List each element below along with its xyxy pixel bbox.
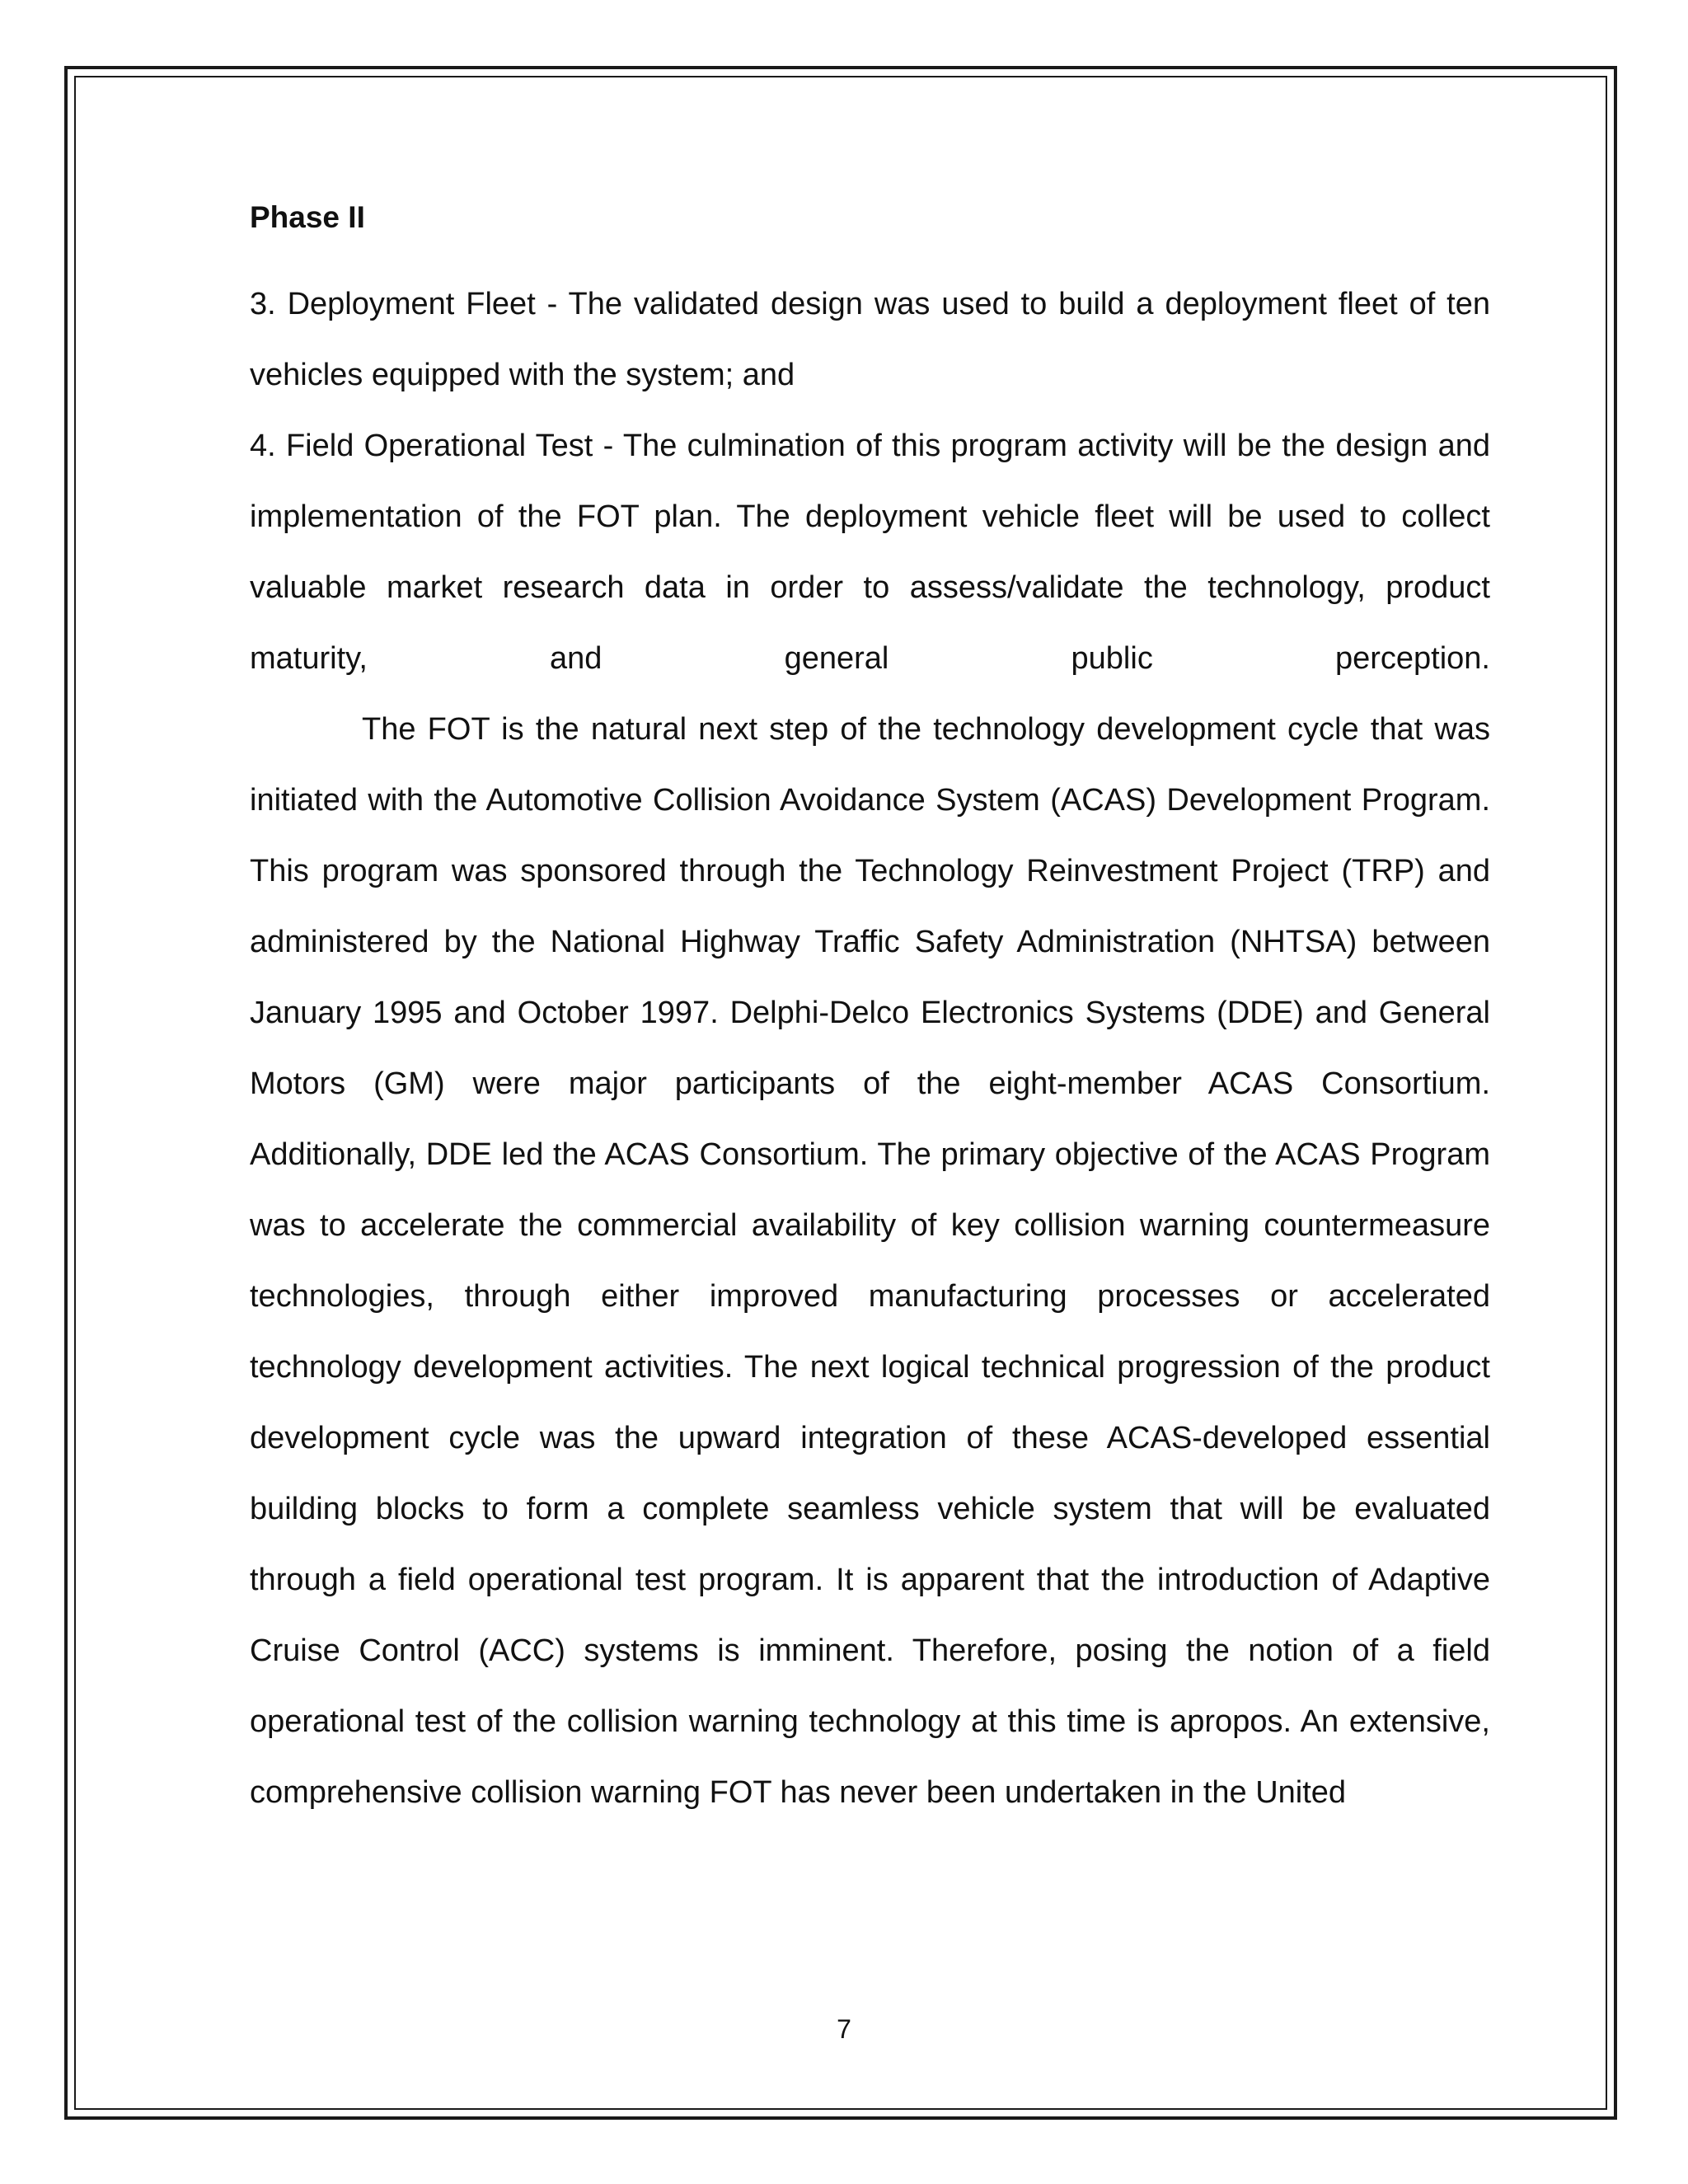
list-item-deployment-fleet: 3. Deployment Fleet - The validated design was used to build a deployment fleet of ten vehicles equipped with the system; and bbox=[250, 287, 1490, 392]
page-content bbox=[250, 198, 1490, 1828]
section-heading: Phase II bbox=[250, 200, 365, 234]
body-paragraph: The FOT is the natural next step of the technology development cycle that was initiated with the Automotive Collision Avoidance System (ACAS) Development Program. This program was sponsored through the Technology Reinvestment Project (TRP) and administered by the National Highway Traffic Safety Administration (NHTSA) between January 1995 and October 1997. Delphi-Delco Electronics Systems (DDE) and General Motors (GM) were major participants of the eight-member ACAS Consortium. Additionally, DDE led the ACAS Consortium. The primary objective of the ACAS Program was to accelerate the commercial availability of key collision warning countermeasure technologies, through either improved manufacturing processes or accelerated technology development activities. The next logical technical progression of the product development cycle was the upward integration of these ACAS-developed essential building blocks to form a complete seamless vehicle system that will be evaluated through a field operational test program. It is apparent that the introduction of Adaptive Cruise Control (ACC) systems is imminent. Therefore, posing the notion of a field operational test of the collision warning technology at this time is apropos. An extensive, comprehensive collision warning FOT has never been undertaken in the United bbox=[250, 712, 1490, 1810]
list-item-field-operational-test: 4. Field Operational Test - The culmination of this program activity will be the design and implementation of the FOT plan. The deployment vehicle fleet will be used to collect valuable market research data in order to assess/validate the technology, product maturity, and general public perception. bbox=[250, 429, 1490, 676]
page-number: 7 bbox=[837, 2014, 851, 2044]
